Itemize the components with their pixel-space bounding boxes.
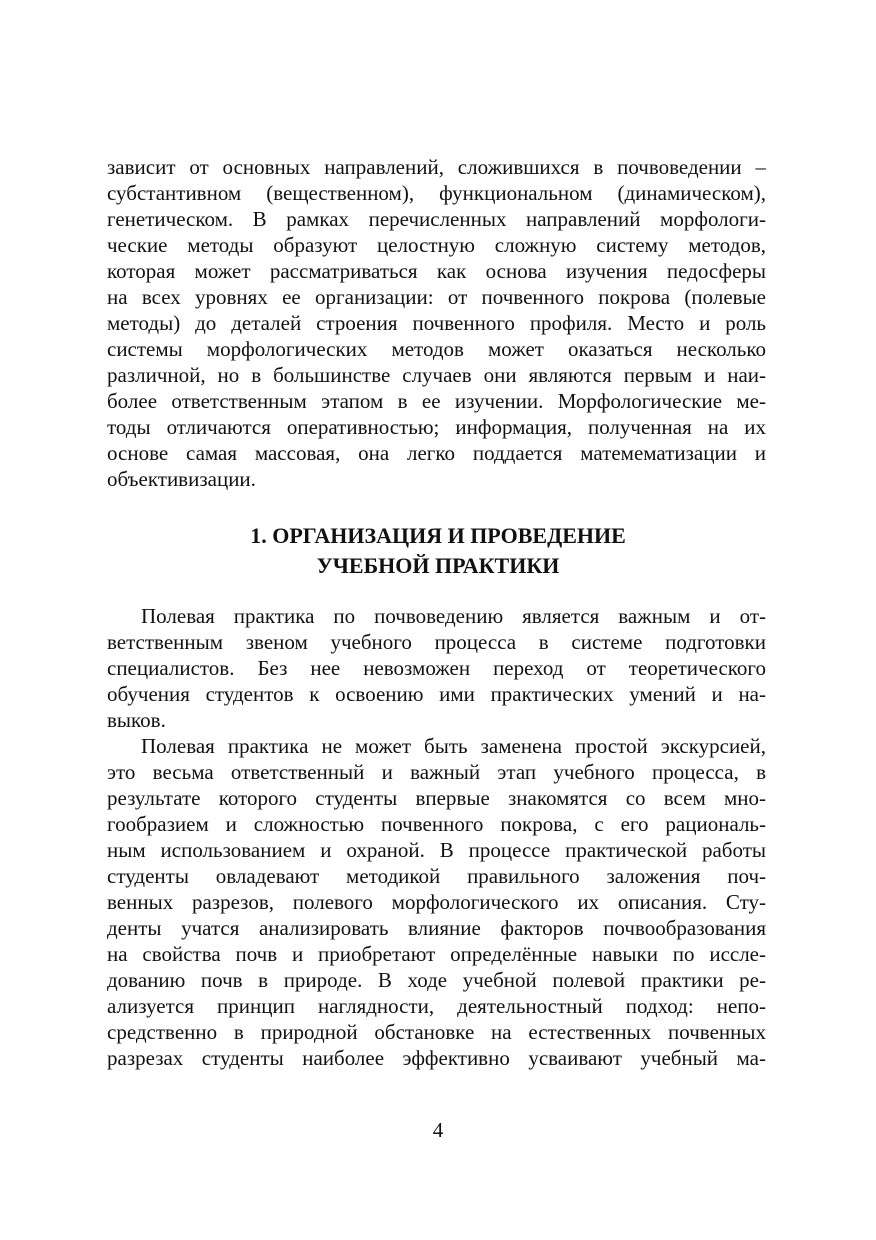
paragraph-line: системы морфологических методов может оказаться несколько: [107, 337, 766, 361]
paragraph-line: субстантивном (вещественном), функциональном (динамическом),: [107, 181, 766, 205]
paragraph-line: ализуется принцип наглядности, деятельностный подход: непо-: [107, 994, 766, 1018]
paragraph-line: венных разрезов, полевого морфологического их описания. Сту-: [107, 890, 766, 914]
paragraph-line: выков.: [107, 708, 166, 732]
paragraph-line: это весьма ответственный и важный этап учебного процесса, в: [107, 760, 766, 784]
page-number: 4: [432, 1118, 444, 1142]
paragraph-line: ветственным звеном учебного процесса в системе подготовки: [107, 630, 766, 654]
paragraph-line: специалистов. Без нее невозможен переход от теоретического: [107, 656, 766, 680]
paragraph-line: основе самая массовая, она легко поддается матемематизации и: [107, 441, 766, 465]
paragraph-line: результате которого студенты впервые знакомятся со всем мно-: [107, 786, 766, 810]
paragraph-line: разрезах студенты наиболее эффективно усваивают учебный ма-: [107, 1046, 766, 1070]
section-heading-line-2: УЧЕБНОЙ ПРАКТИКИ: [316, 553, 560, 578]
paragraph-line: генетическом. В рамках перечисленных направлений морфологи-: [107, 207, 766, 231]
paragraph-line: студенты овладевают методикой правильного заложения поч-: [107, 864, 766, 888]
paragraph-line: более ответственным этапом в ее изучении. Морфологические ме-: [107, 389, 766, 413]
paragraph-line: Полевая практика не может быть заменена простой экскурсией,: [141, 734, 766, 758]
paragraph-line: зависит от основных направлений, сложившихся в почвоведении –: [107, 155, 766, 179]
paragraph-line: денты учатся анализировать влияние факторов почвообразования: [107, 916, 766, 940]
paragraph-line: которая может рассматриваться как основа изучения педосферы: [107, 259, 766, 283]
paragraph-line: на свойства почв и приобретают определённые навыки по иссле-: [107, 942, 766, 966]
paragraph-line: Полевая практика по почвоведению является важным и от-: [141, 604, 766, 628]
paragraph-line: тоды отличаются оперативностью; информация, полученная на их: [107, 415, 766, 439]
paragraph-line: объективизации.: [107, 467, 256, 491]
paragraph-line: средственно в природной обстановке на естественных почвенных: [107, 1020, 766, 1044]
paragraph-line: гообразием и сложностью почвенного покрова, с его рациональ-: [107, 812, 766, 836]
paragraph-line: методы) до деталей строения почвенного профиля. Место и роль: [107, 311, 766, 335]
paragraph-line: обучения студентов к освоению ими практических умений и на-: [107, 682, 766, 706]
paragraph-line: ным использованием и охраной. В процессе практической работы: [107, 838, 766, 862]
paragraph-line: различной, но в большинстве случаев они являются первым и наи-: [107, 363, 766, 387]
paragraph-line: на всех уровнях ее организации: от почвенного покрова (полевые: [107, 285, 766, 309]
section-heading-line-1: 1. ОРГАНИЗАЦИЯ И ПРОВЕДЕНИЕ: [250, 523, 626, 548]
paragraph-line: дованию почв в природе. В ходе учебной полевой практики ре-: [107, 968, 766, 992]
paragraph-line: ческие методы образуют целостную сложную систему методов,: [107, 233, 766, 257]
